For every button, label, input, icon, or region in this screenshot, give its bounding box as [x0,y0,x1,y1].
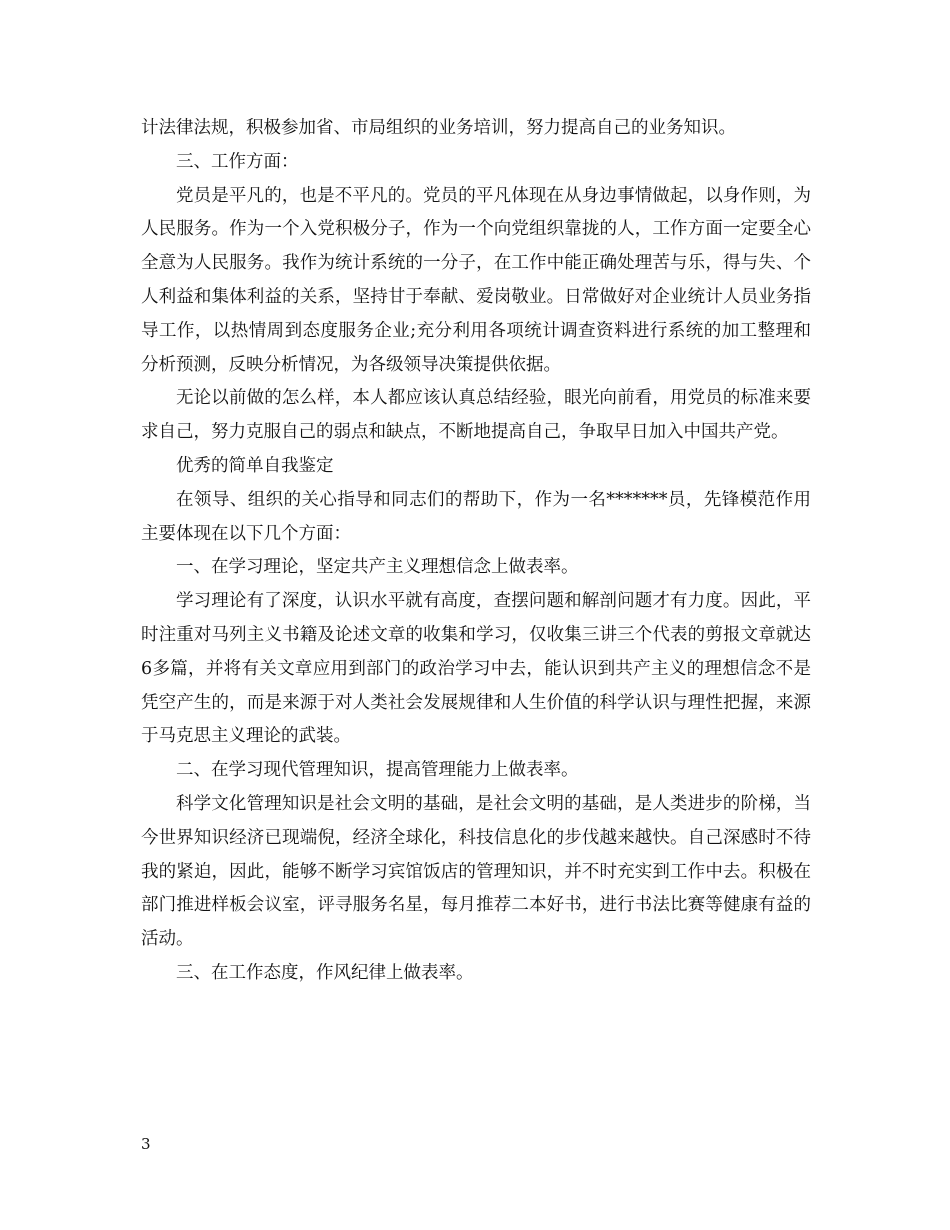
paragraph-theory: 学习理论有了深度，认识水平就有高度，查摆问题和解剖问题才有力度。因此，平时注重对马列主义书籍及论述文章的收集和学习，仅收集三讲三个代表的剪报文章就达6多篇，并将有关文章应用到部门的政治学习中去，能认识到共产主义的理想信念不是凭空产生的，而是来源于对人类社会发展规律和人生价值的科学认识与理性把握，来源于马克思主义理论的武装。 [141,591,811,747]
document-section-title: 优秀的简单自我鉴定 [176,455,334,476]
paragraph-continued-text: 计法律法规，积极参加省、市局组织的业务培训，努力提高自己的业务知识。 [141,118,736,138]
section-heading-management: 二、在学习现代管理知识，提高管理能力上做表率。 [176,760,579,781]
paragraph-management: 科学文化管理知识是社会文明的基础，是社会文明的基础，是人类进步的阶梯，当今世界知识经济已现端倪，经济全球化，科技信息化的步伐越来越快。自己深感时不待我的紧迫，因此，能够不断学习宾馆饭店的管理知识，并不时充实到工作中去。积极在部门推进样板会议室，评寻服务名星，每月推荐二本好书，进行书法比赛等健康有益的活动。 [141,793,811,950]
paragraph-party-member: 党员是平凡的，也是不平凡的。党员的平凡体现在从身边事情做起，以身作则，为人民服务。作为一个入党积极分子，作为一个向党组织靠拢的人，工作方面一定要全心全意为人民服务。我作为统计系统的一分子，在工作中能正确处理苦与乐，得与失、个人利益和集体利益的关系，坚持甘于奉献、爱岗敬业。日常做好对企业统计人员业务指导工作，以热情周到态度服务企业;充分利用各项统计调查资料进行系统的加工整理和分析预测，反映分析情况，为各级领导决策提供依据。 [141,185,811,375]
page-number: 3 [141,1135,151,1153]
paragraph-summary: 无论以前做的怎么样，本人都应该认真总结经验，眼光向前看，用党员的标准来要求自己，努力克服自己的弱点和缺点，不断地提高自己，争取早日加入中国共产党。 [141,388,811,443]
section-heading-attitude: 三、在工作态度，作风纪律上做表率。 [176,962,474,983]
document-body [141,112,811,991]
section-heading-theory: 一、在学习理论，坚定共产主义理想信念上做表率。 [176,557,579,578]
section-heading-work: 三、工作方面： [176,151,299,172]
paragraph-intro: 在领导、组织的关心指导和同志们的帮助下，作为一名*******员，先锋模范作用主要体现在以下几个方面： [141,489,811,544]
